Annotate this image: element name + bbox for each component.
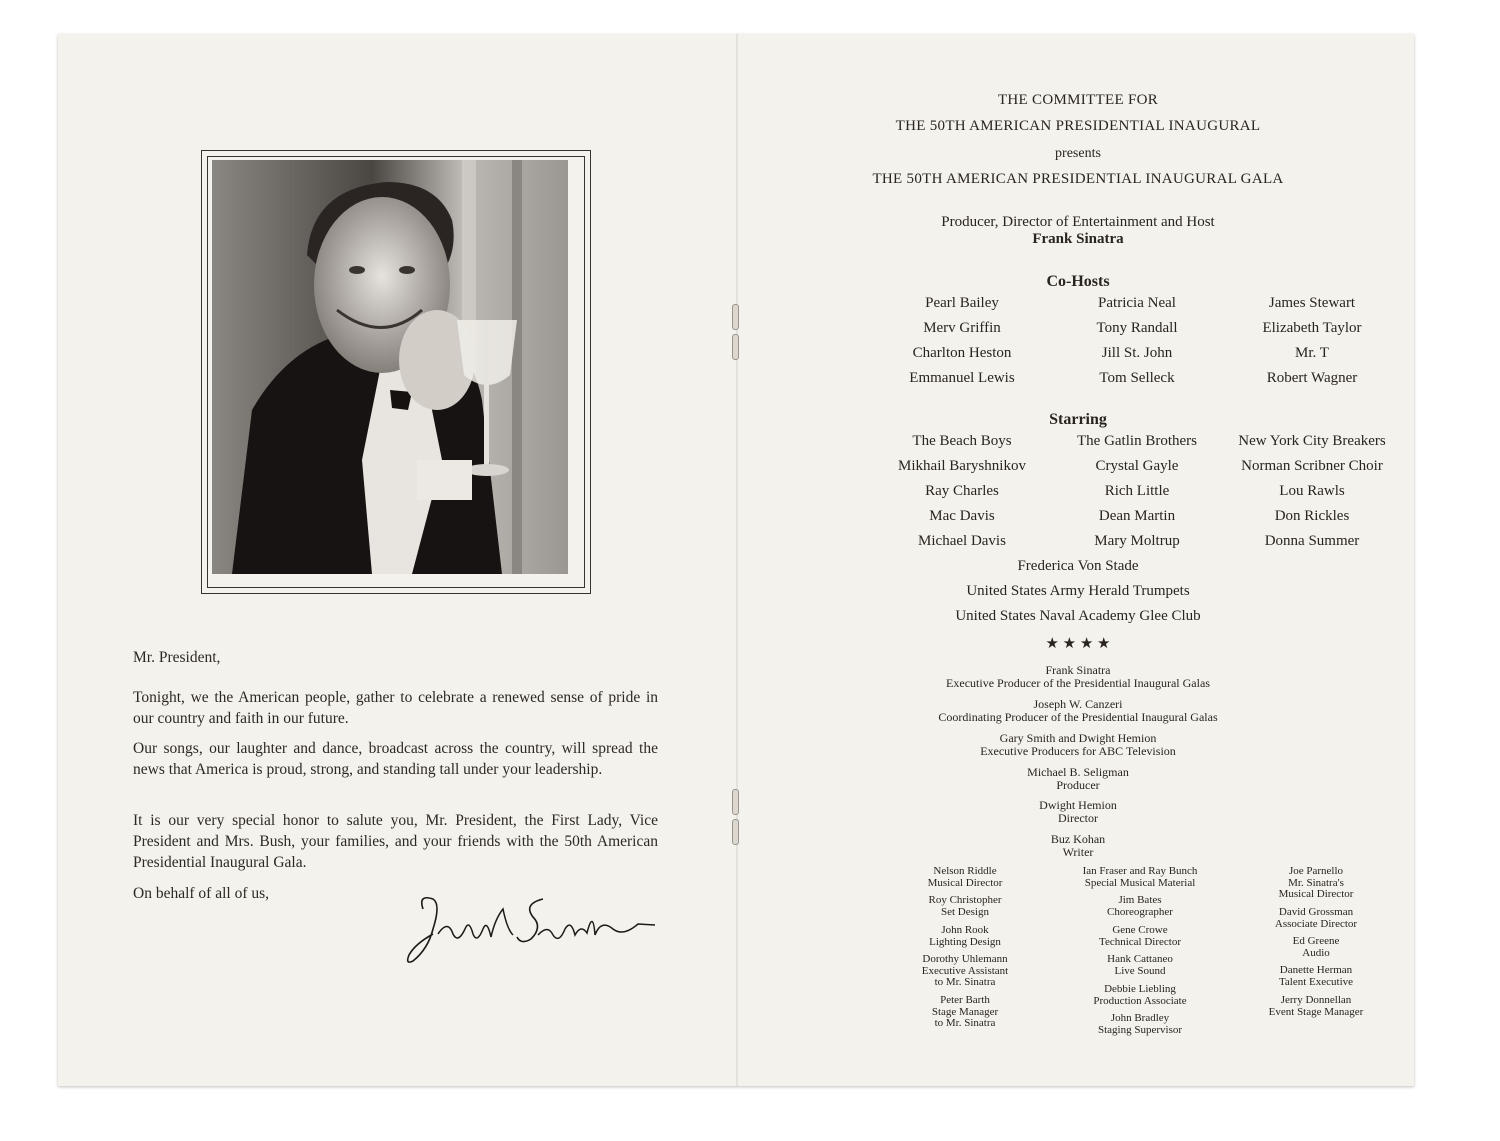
crew-role: Choreographer — [1107, 905, 1173, 918]
crew-name: Jerry Donnellan — [1280, 994, 1352, 1006]
starring-center-1: Frederica Von Stade — [1017, 558, 1139, 574]
producer-role: Director — [1058, 811, 1098, 825]
crew-entry — [1216, 965, 1416, 988]
host-name: Frank Sinatra — [1032, 231, 1124, 247]
starring-center-2: United States Army Herald Trumpets — [966, 583, 1190, 599]
crew-name: Danette Herman — [1279, 964, 1353, 976]
cohost-name: Mr. T — [1295, 345, 1329, 361]
crew-name: Ed Greene — [1292, 935, 1340, 947]
crew-role: to Mr. Sinatra — [934, 976, 996, 989]
crew-name: Peter Barth — [940, 994, 990, 1006]
producer-name: Gary Smith and Dwight Hemion — [999, 731, 1157, 745]
producer-role: Producer — [1056, 778, 1100, 792]
starring-name: Don Rickles — [1274, 508, 1350, 524]
cohost-name: James Stewart — [1268, 295, 1356, 311]
crew-entry — [865, 954, 1065, 989]
cohost-name: Tony Randall — [1096, 320, 1178, 336]
portrait-photo — [212, 160, 568, 574]
crew-entry — [865, 995, 1065, 1030]
cohost-name: Pearl Bailey — [925, 295, 999, 311]
crew-entry — [1216, 936, 1416, 959]
starring-name: Mikhail Baryshnikov — [898, 458, 1026, 474]
crew-role: Event Stage Manager — [1268, 1005, 1364, 1018]
crew-name: Roy Christopher — [928, 894, 1002, 906]
starring-name: Mac Davis — [929, 508, 995, 524]
cohost-name: Merv Griffin — [923, 320, 1001, 336]
crew-role: Talent Executive — [1278, 975, 1354, 988]
crew-role: Audio — [1302, 946, 1330, 959]
crew-role: Special Musical Material — [1084, 876, 1196, 889]
crew-role: Stage Manager — [931, 1005, 999, 1018]
stars-divider: ★ ★ ★ ★ — [1045, 636, 1111, 652]
producer-role: Executive Producers for ABC Television — [980, 744, 1176, 758]
cohost-name: Charlton Heston — [912, 345, 1012, 361]
crew-role: Technical Director — [1099, 935, 1181, 948]
crew-name: Jim Bates — [1118, 894, 1162, 906]
crew-name: Dorothy Uhlemann — [922, 953, 1008, 965]
staple-top-upper — [732, 304, 739, 330]
crew-name: Hank Cattaneo — [1107, 953, 1173, 965]
staple-top-lower — [732, 334, 739, 360]
crew-role: Associate Director — [1274, 917, 1358, 930]
crew-name: Gene Crowe — [1112, 924, 1168, 936]
crew-role: Musical Director — [1278, 888, 1354, 901]
crew-role: Live Sound — [1114, 964, 1166, 977]
crew-entry — [1040, 925, 1240, 948]
cohost-name: Elizabeth Taylor — [1262, 320, 1362, 336]
producer-role: Executive Producer of the Presidential Inaugural Galas — [946, 676, 1210, 690]
starring-name: Crystal Gayle — [1095, 458, 1179, 474]
starring-name: New York City Breakers — [1238, 433, 1386, 449]
starring-name: Norman Scribner Choir — [1241, 458, 1383, 474]
starring-name: Donna Summer — [1264, 533, 1360, 549]
crew-role: to Mr. Sinatra — [934, 1017, 996, 1030]
producer-role: Coordinating Producer of the Presidential Inaugural Galas — [938, 710, 1218, 724]
starring-name: Michael Davis — [918, 533, 1006, 549]
crew-role: Set Design — [941, 905, 989, 918]
crew-role: Musical Director — [927, 876, 1003, 889]
starring-name: Ray Charles — [925, 483, 999, 499]
producer-name: Michael B. Seligman — [1027, 765, 1129, 779]
crew-role: Mr. Sinatra's — [1288, 876, 1344, 889]
cohost-name: Jill St. John — [1101, 345, 1173, 361]
crew-name: David Grossman — [1278, 906, 1354, 918]
crew-role: Lighting Design — [929, 935, 1001, 948]
letter-salutation: Mr. President, — [133, 649, 221, 666]
frank-sinatra-signature — [403, 889, 663, 969]
program-line-presents: presents — [1055, 146, 1101, 161]
crew-entry — [1216, 907, 1416, 930]
crew-entry — [1040, 866, 1240, 889]
starring-name: Mary Moltrup — [1094, 533, 1180, 549]
cohost-name: Emmanuel Lewis — [909, 370, 1015, 386]
cohost-name: Patricia Neal — [1098, 295, 1176, 311]
crew-entry — [1040, 954, 1240, 977]
starring-name: Rich Little — [1104, 483, 1170, 499]
starring-heading: Starring — [1049, 411, 1107, 428]
crew-entry — [1040, 895, 1240, 918]
crew-entry — [1040, 1013, 1240, 1036]
cohost-name: Robert Wagner — [1266, 370, 1358, 386]
crew-name: Joe Parnello — [1288, 865, 1344, 877]
producer-name: Frank Sinatra — [1045, 663, 1111, 677]
letter-paragraph-1: Tonight, we the American people, gather to celebrate a renewed sense of pride in our country and faith in our future. — [133, 689, 658, 727]
crew-name: Nelson Riddle — [933, 865, 997, 877]
crew-role: Production Associate — [1093, 994, 1187, 1007]
starring-center-3: United States Naval Academy Glee Club — [955, 608, 1201, 624]
producer-name: Buz Kohan — [1050, 832, 1106, 846]
program-line-inaugural: THE 50TH AMERICAN PRESIDENTIAL INAUGURAL — [895, 118, 1261, 134]
program-line-gala: THE 50TH AMERICAN PRESIDENTIAL INAUGURAL GALA — [872, 171, 1284, 187]
starring-name: The Gatlin Brothers — [1077, 433, 1197, 449]
crew-name: Debbie Liebling — [1104, 983, 1176, 995]
cohosts-heading: Co-Hosts — [1046, 273, 1110, 290]
crew-name: John Bradley — [1110, 1012, 1170, 1024]
letter-paragraph-3: It is our very special honor to salute you, Mr. President, the First Lady, Vice President and Mrs. Bush, your families, and your friends with the 50th American Presidential Inaugural Gala. — [133, 812, 658, 871]
producer-name: Joseph W. Canzeri — [1033, 697, 1123, 711]
starring-name: The Beach Boys — [912, 433, 1012, 449]
crew-entry — [865, 866, 1065, 889]
letter-paragraph-2: Our songs, our laughter and dance, broadcast across the country, will spread the news that America is proud, strong, and standing tall under your leadership. — [133, 740, 658, 778]
crew-entry — [1216, 866, 1416, 901]
crew-entry — [1040, 984, 1240, 1007]
letter-closing: On behalf of all of us, — [133, 885, 270, 902]
crew-name: John Rook — [941, 924, 989, 936]
cohost-name: Tom Selleck — [1099, 370, 1175, 386]
portrait-frame — [201, 150, 591, 594]
crew-role: Staging Supervisor — [1097, 1023, 1183, 1036]
crew-entry — [865, 925, 1065, 948]
program-line-committee: THE COMMITTEE FOR — [997, 92, 1159, 108]
crew-name: Ian Fraser and Ray Bunch — [1082, 865, 1198, 877]
crew-role: Executive Assistant — [921, 964, 1009, 977]
starring-name: Dean Martin — [1098, 508, 1176, 524]
crew-entry — [1216, 995, 1416, 1018]
host-role: Producer, Director of Entertainment and Host — [941, 214, 1215, 230]
producer-name: Dwight Hemion — [1039, 798, 1117, 812]
program-booklet — [58, 34, 1414, 1086]
producer-role: Writer — [1062, 845, 1094, 859]
starring-name: Lou Rawls — [1279, 483, 1345, 499]
crew-entry — [865, 895, 1065, 918]
